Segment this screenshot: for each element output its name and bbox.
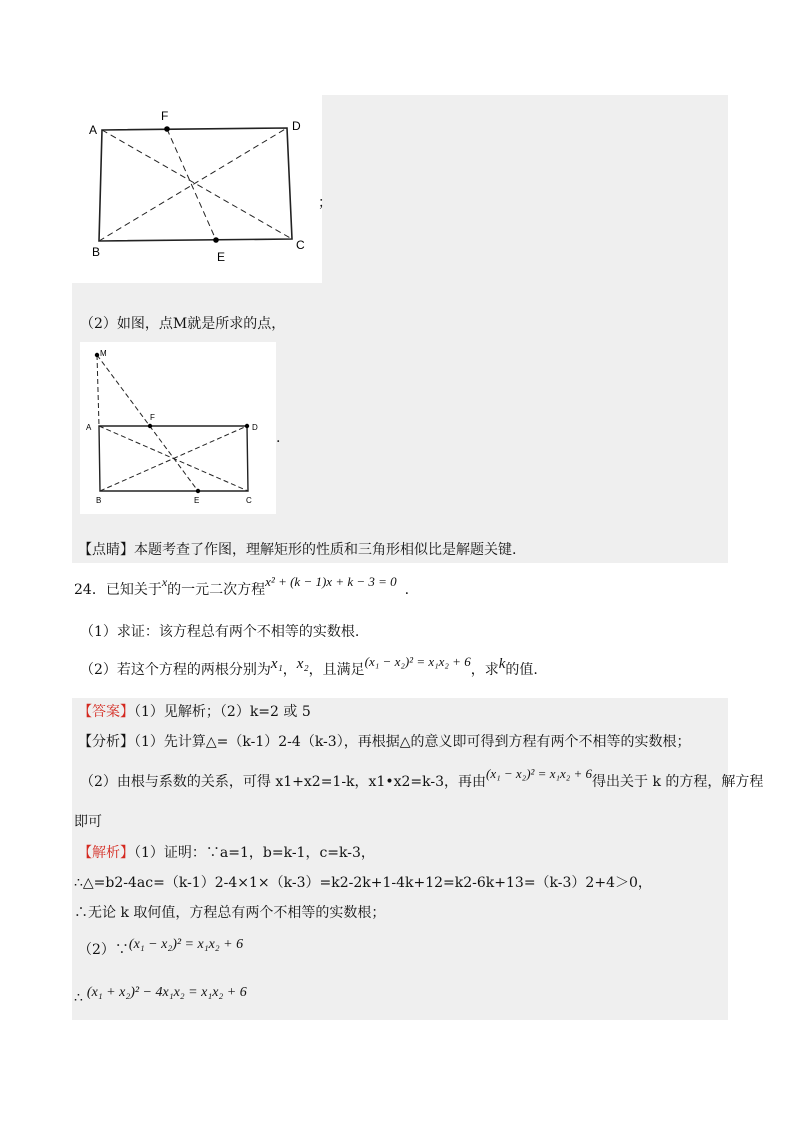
solution-tag: 【解析】: [78, 845, 134, 861]
q24-mid: 的一元二次方程: [167, 582, 266, 598]
q24-condition: (x₁ − x₂)² = x₁x₂ + 6: [364, 654, 471, 669]
answer-line: [78, 702, 311, 722]
solution-5-prefix: ∴: [74, 990, 83, 1006]
q24-sep: ，: [282, 662, 297, 678]
q24-equation: x² + (k − 1)x + k − 3 = 0: [265, 574, 397, 589]
analysis-1: （1）先计算△=（k-1）2-4（k-3），再根据△的意义即可得到方程有两个不相等的实数根；: [134, 734, 691, 750]
solution-line-3: ∴无论 k 取何值，方程总有两个不相等的实数根；: [74, 905, 386, 921]
label-E: E: [194, 496, 200, 505]
figure-2: [80, 342, 276, 514]
label-D: D: [292, 119, 301, 133]
solution-line-4: [78, 937, 244, 961]
analysis-2-equation: (x₁ − x₂)² = x₁x₂ + 6: [486, 766, 593, 781]
q24-p2-c: ，求: [470, 662, 499, 678]
rectangle-diagram-1: [72, 95, 322, 283]
solution-line-2: ∴△=b2-4ac=（k-1）2-4×1×（k-3）=k2-2k+1-4k+12=k2-6k+13=（k-3）2+4＞0，: [74, 875, 652, 891]
analysis-line-2: [80, 766, 764, 792]
label-C: C: [296, 238, 305, 252]
figure-2-tail: .: [276, 430, 281, 446]
q24-p2-a: （2）若这个方程的两根分别为: [80, 662, 271, 678]
q24-x1: x₁: [270, 656, 283, 672]
q24-p2-d: 的值.: [505, 662, 538, 678]
answer-body: （1）见解析；（2）k=2 或 5: [134, 704, 311, 720]
question-24: [74, 574, 410, 600]
analysis-2b: 得出关于 k 的方程，解方程: [592, 774, 764, 790]
label-B: B: [96, 496, 102, 505]
solution-line-5: [74, 985, 247, 1009]
q24-end: .: [404, 582, 410, 598]
q24-part2: [80, 654, 538, 680]
q24-p2-b: ，且满足: [308, 662, 365, 678]
label-A: A: [86, 423, 92, 432]
label-C: C: [246, 496, 252, 505]
comment-line: [78, 540, 516, 560]
label-D: D: [252, 423, 258, 432]
q24-var: x: [161, 575, 168, 589]
analysis-line-1: [78, 732, 690, 752]
q24-k: k: [498, 656, 506, 672]
figure-1-tail: ；: [318, 195, 332, 211]
label-F: F: [161, 109, 169, 123]
label-B: B: [92, 245, 101, 259]
solution-4-prefix: （2）∵: [78, 942, 129, 958]
label-F: F: [150, 413, 155, 422]
q24-x2: x₂: [296, 656, 309, 672]
comment-body: 本题考查了作图，理解矩形的性质和三角形相似比是解题关键.: [134, 542, 517, 558]
solution-5-equation: (x₁ + x₂)² − 4x₁x₂ = x₁x₂ + 6: [86, 985, 247, 1000]
label-E: E: [217, 250, 226, 264]
analysis-2a: （2）由根与系数的关系，可得 x1+x2=1-k，x1•x2=k-3，再由: [80, 774, 487, 790]
rectangle-diagram-2: [80, 342, 276, 514]
label-A: A: [89, 123, 98, 137]
q24-prefix: 24．已知关于: [74, 582, 162, 598]
comment-tag: 【点睛】: [78, 542, 134, 558]
analysis-line-3: 即可: [74, 814, 102, 830]
part2-intro: （2）如图，点M就是所求的点，: [80, 316, 286, 332]
analysis-tag: 【分析】: [78, 734, 134, 750]
solution-4-equation: (x₁ − x₂)² = x₁x₂ + 6: [128, 937, 244, 952]
label-M: M: [100, 349, 107, 358]
answer-tag: 【答案】: [78, 704, 134, 720]
solution-1: （1）证明：∵a=1，b=k-1，c=k-3，: [134, 845, 375, 861]
solution-line-1: [78, 843, 375, 863]
figure-1: [72, 95, 322, 283]
q24-part1: （1）求证：该方程总有两个不相等的实数根.: [80, 624, 360, 640]
